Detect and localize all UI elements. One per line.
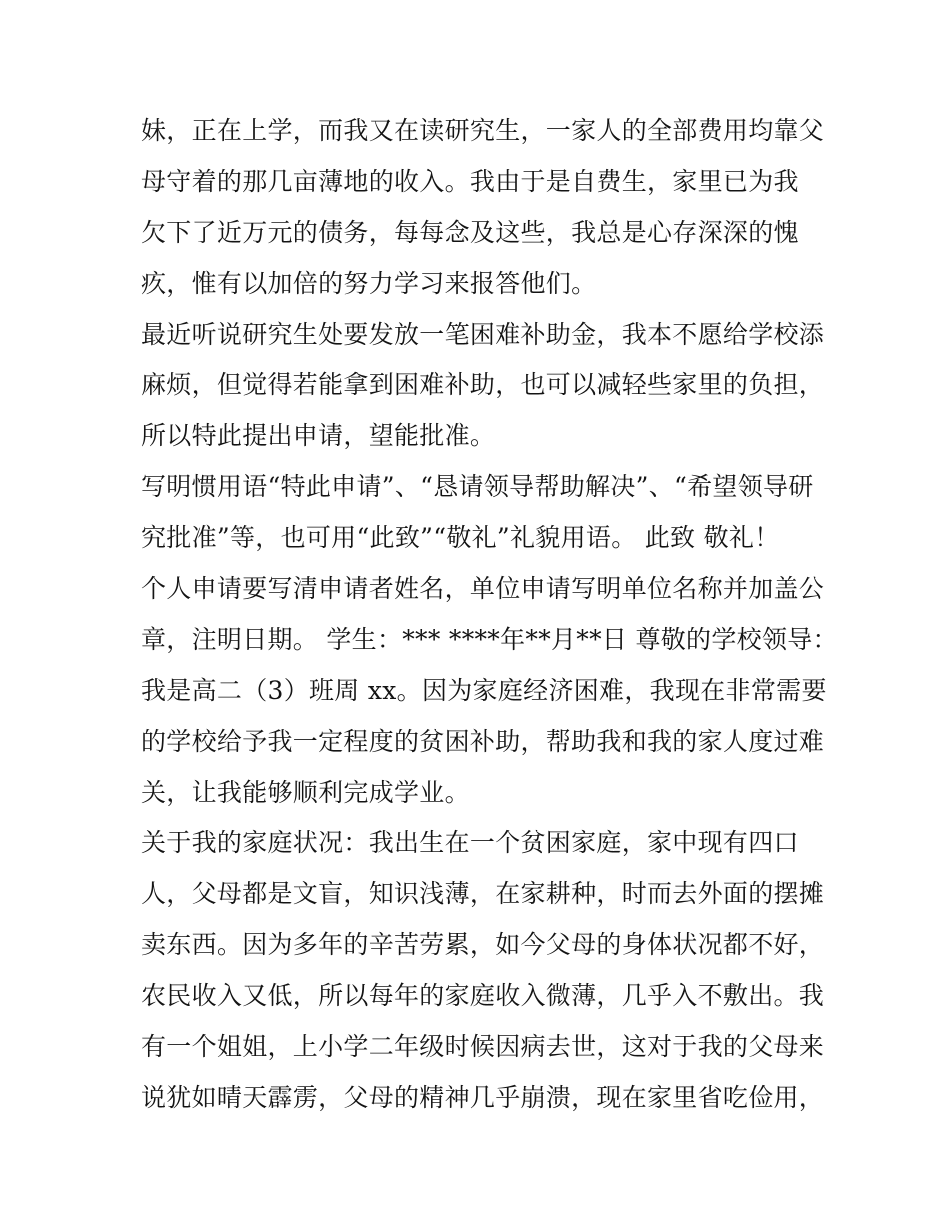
text-line: 写明惯用语“特此申请”、“恳请领导帮助解决”、“希望领导研 [141,472,814,502]
text-line: 农民收入又低，所以每年的家庭收入微薄，几乎入不敷出。我 [141,981,825,1011]
body-text [141,106,838,1124]
text-line: 我是高二（3）班周 xx。因为家庭经济困难，我现在非常需要 [141,675,827,705]
text-line: 究批准”等，也可用“此致”“敬礼”礼貌用语。 此致 敬礼！ [141,523,780,553]
text-line: 所以特此提出申请，望能批准。 [141,421,496,451]
text-line: 章，注明日期。 学生：*** ****年**月**日 尊敬的学校领导： [141,624,838,654]
text-line: 关，让我能够顺利完成学业。 [141,777,470,807]
text-line: 麻烦，但觉得若能拿到困难补助，也可以减轻些家里的负担， [141,370,825,400]
text-line: 母守着的那几亩薄地的收入。我由于是自费生，家里已为我 [141,166,799,196]
text-line: 说犹如晴天霹雳，父母的精神几乎崩溃，现在家里省吃俭用， [141,1082,825,1112]
text-line: 人，父母都是文盲，知识浅薄，在家耕种，时而去外面的摆摊 [141,879,825,909]
text-line: 最近听说研究生处要发放一笔困难补助金，我本不愿给学校添 [141,319,825,349]
text-line: 有一个姐姐，上小学二年级时候因病去世，这对于我的父母来 [141,1032,825,1062]
text-line: 关于我的家庭状况：我出生在一个贫困家庭，家中现有四口 [141,828,799,858]
text-line: 疚，惟有以加倍的努力学习来报答他们。 [141,268,597,298]
text-line: 欠下了近万元的债务，每每念及这些，我总是心存深深的愧 [141,217,799,247]
text-line: 卖东西。因为多年的辛苦劳累，如今父母的身体状况都不好， [141,930,825,960]
text-line: 妹，正在上学，而我又在读研究生，一家人的全部费用均靠父 [141,116,825,145]
text-line: 个人申请要写清申请者姓名，单位申请写明单位名称并加盖公 [141,574,825,604]
text-line: 的学校给予我一定程度的贫困补助，帮助我和我的家人度过难 [141,726,825,756]
